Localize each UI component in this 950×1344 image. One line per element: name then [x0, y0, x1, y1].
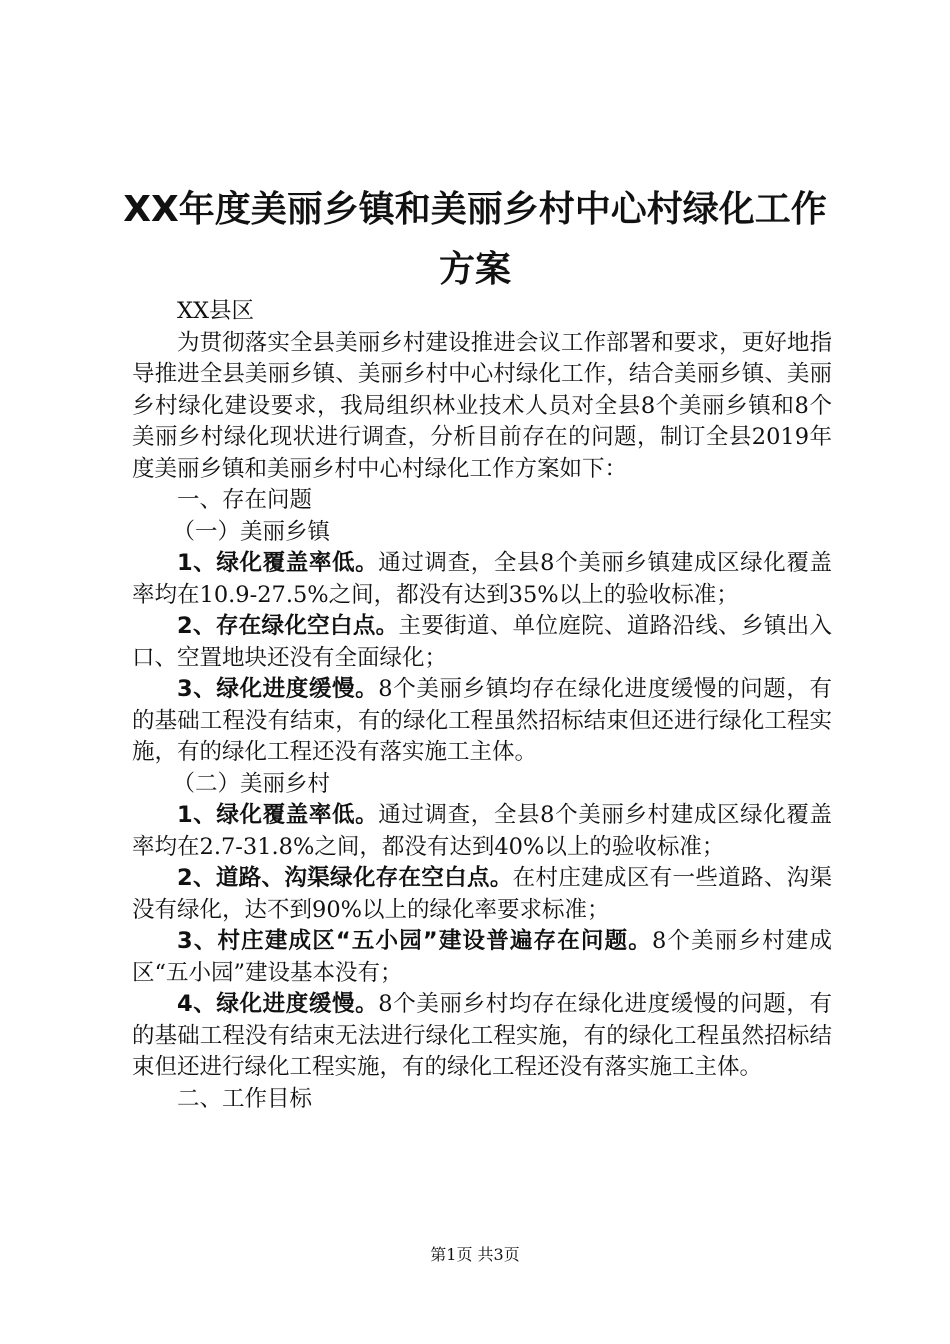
item-text: 8个美丽乡村均存在绿化进度缓慢的问题，有的基础工程没有结束无法进行绿化工程实施，有的绿化工程虽然招标结束但还进行绿化工程实施，有的绿化工程还没有落实施工主体。	[132, 991, 832, 1080]
village-item	[132, 989, 832, 1084]
item-lead: 1、绿化覆盖率低。	[177, 802, 379, 828]
document-body	[132, 296, 832, 1115]
item-lead: 3、绿化进度缓慢。	[177, 676, 379, 702]
item-text: 主要街道、单位庭院、道路沿线、乡镇出入口、空置地块还没有全面绿化；	[132, 613, 832, 671]
item-text: 通过调查，全县8个美丽乡镇建成区绿化覆盖率均在10.9-27.5%之间，都没有达到35%以上的验收标准；	[132, 550, 832, 608]
item-lead: 3、村庄建成区“五小园”建设普遍存在问题。	[177, 928, 652, 954]
town-item	[132, 674, 832, 769]
village-item	[132, 926, 832, 989]
item-text: 在村庄建成区有一些道路、沟渠没有绿化，达不到90%以上的绿化率要求标准；	[132, 865, 832, 923]
item-lead: 2、道路、沟渠绿化存在空白点。	[177, 865, 513, 891]
item-text: 8个美丽乡村建成区“五小园”建设基本没有；	[132, 928, 832, 986]
section-heading-problems: 一、存在问题	[177, 487, 313, 513]
issuer: XX县区	[177, 298, 255, 324]
item-lead: 1、绿化覆盖率低。	[177, 550, 379, 576]
town-item	[132, 611, 832, 674]
subheading-towns: （一）美丽乡镇	[172, 518, 331, 545]
village-item	[132, 863, 832, 926]
page-footer: 第1页 共3页	[430, 1245, 520, 1264]
document-title-line1: XX年度美丽乡镇和美丽乡村中心村绿化工作	[123, 189, 827, 230]
subheading-villages: （二）美丽乡村	[172, 770, 331, 797]
item-text: 8个美丽乡镇均存在绿化进度缓慢的问题，有的基础工程没有结束，有的绿化工程虽然招标结束但还进行绿化工程实施，有的绿化工程还没有落实施工主体。	[132, 676, 832, 765]
item-text: 通过调查，全县8个美丽乡村建成区绿化覆盖率均在2.7-31.8%之间，都没有达到40%以上的验收标准；	[132, 802, 832, 860]
section-heading-goals: 二、工作目标	[177, 1085, 313, 1112]
intro-paragraph: 为贯彻落实全县美丽乡村建设推进会议工作部署和要求，更好地指导推进全县美丽乡镇、美丽乡村中心村绿化工作，结合美丽乡镇、美丽乡村绿化建设要求，我局组织林业技术人员对全县8个美丽乡镇和8个美丽乡村绿化现状进行调查，分析目前存在的问题，制订全县2019年度美丽乡镇和美丽乡村中心村绿化工作方案如下：	[132, 329, 832, 482]
document-title-line2: 方案	[438, 249, 511, 290]
item-lead: 2、存在绿化空白点。	[177, 613, 399, 639]
town-item	[132, 548, 832, 611]
village-item	[132, 800, 832, 863]
item-lead: 4、绿化进度缓慢。	[177, 991, 379, 1017]
